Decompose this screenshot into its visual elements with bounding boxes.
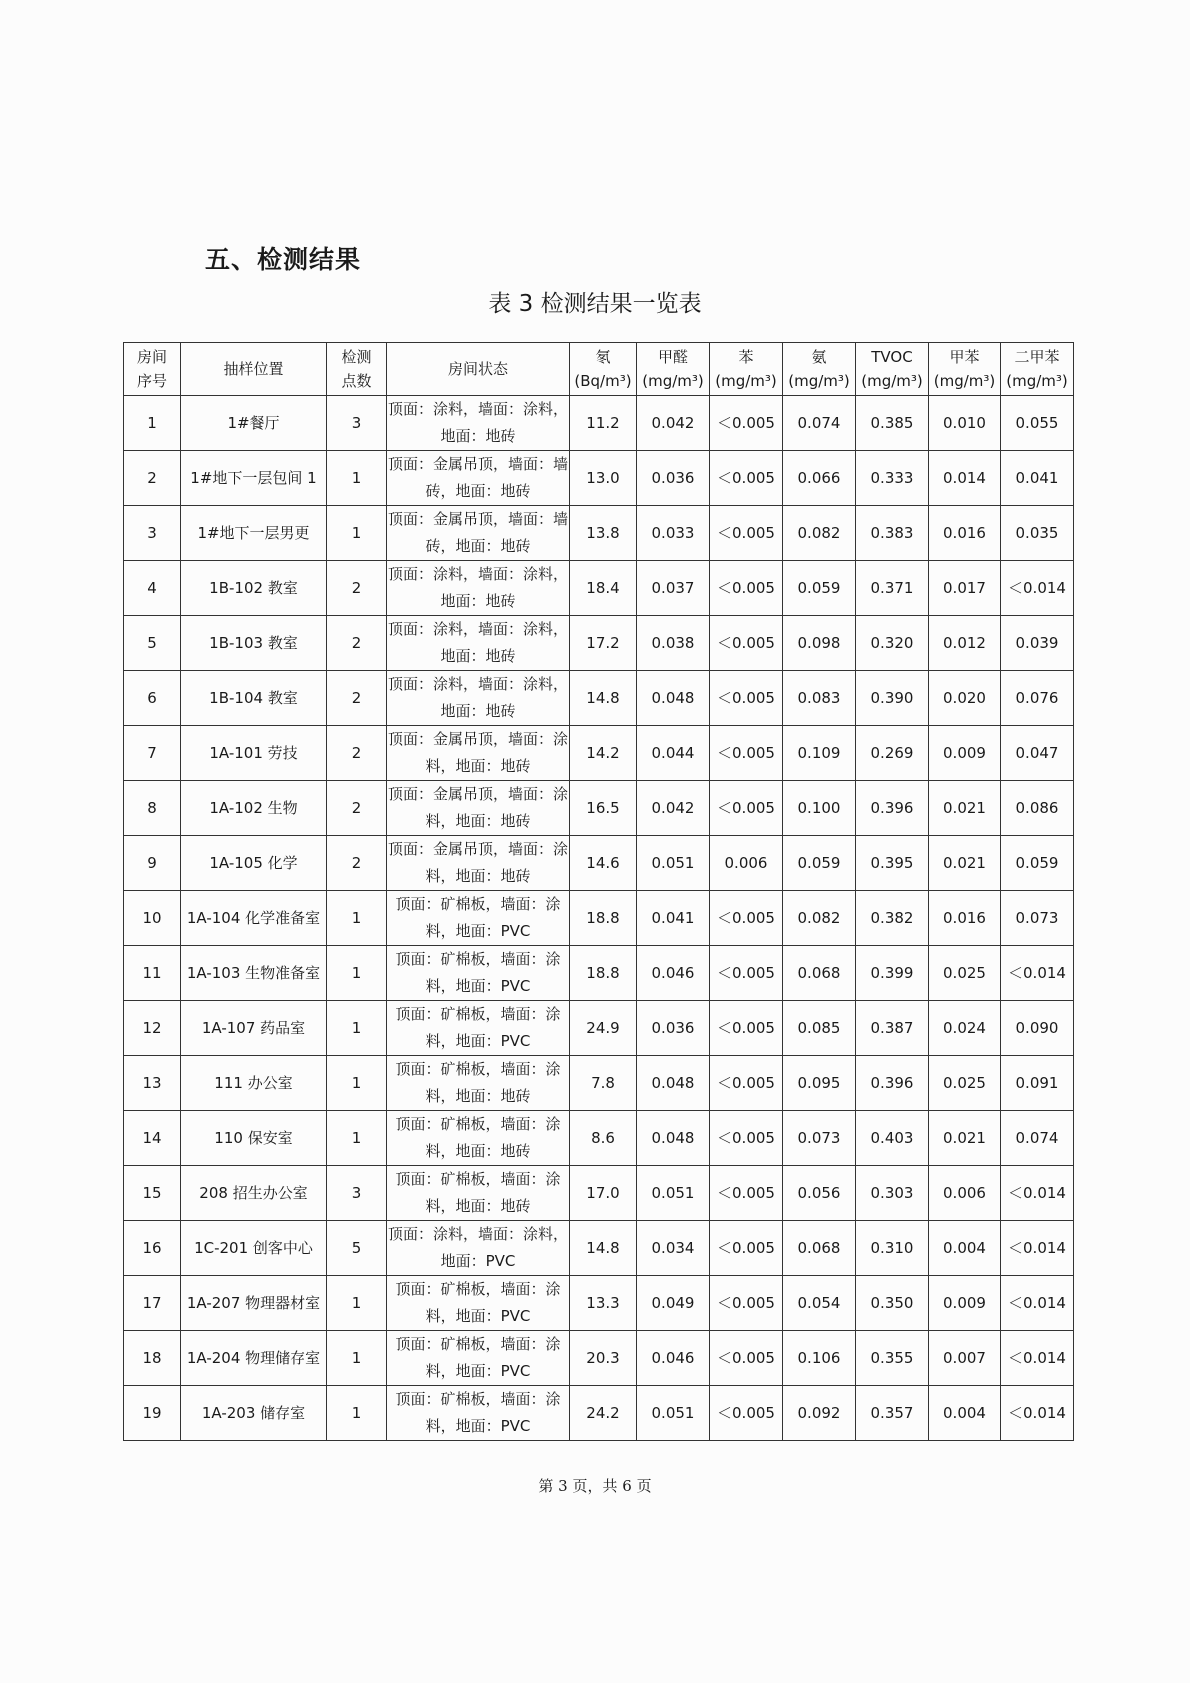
cell-sampling-location: 1B-102 教室 bbox=[181, 561, 327, 616]
cell-xylene: ＜0.014 bbox=[1001, 561, 1074, 616]
cell-tvoc: 0.382 bbox=[856, 891, 929, 946]
cell-toluene: 0.021 bbox=[929, 1111, 1001, 1166]
cell-toluene: 0.024 bbox=[929, 1001, 1001, 1056]
cell-room-state: 顶面：矿棉板，墙面：涂料，地面：PVC bbox=[387, 1276, 570, 1331]
cell-radon: 13.0 bbox=[570, 451, 637, 506]
cell-tvoc: 0.383 bbox=[856, 506, 929, 561]
cell-room-state: 顶面：金属吊顶，墙面：墙砖，地面：地砖 bbox=[387, 451, 570, 506]
cell-ammonia: 0.068 bbox=[783, 946, 856, 1001]
cell-benzene: ＜0.005 bbox=[710, 1111, 783, 1166]
cell-ammonia: 0.059 bbox=[783, 836, 856, 891]
cell-toluene: 0.010 bbox=[929, 396, 1001, 451]
cell-benzene: ＜0.005 bbox=[710, 451, 783, 506]
cell-room-no: 7 bbox=[124, 726, 181, 781]
cell-room-no: 12 bbox=[124, 1001, 181, 1056]
cell-tvoc: 0.303 bbox=[856, 1166, 929, 1221]
cell-radon: 20.3 bbox=[570, 1331, 637, 1386]
table-row bbox=[124, 451, 1074, 506]
cell-formaldehyde: 0.046 bbox=[637, 1331, 710, 1386]
cell-formaldehyde: 0.051 bbox=[637, 1386, 710, 1441]
cell-radon: 17.0 bbox=[570, 1166, 637, 1221]
cell-xylene: ＜0.014 bbox=[1001, 1166, 1074, 1221]
cell-toluene: 0.025 bbox=[929, 1056, 1001, 1111]
table-row bbox=[124, 1276, 1074, 1331]
cell-radon: 16.5 bbox=[570, 781, 637, 836]
cell-point-count: 1 bbox=[327, 1111, 387, 1166]
header-label: 二甲苯 bbox=[1014, 348, 1060, 366]
cell-benzene: ＜0.005 bbox=[710, 781, 783, 836]
cell-formaldehyde: 0.042 bbox=[637, 781, 710, 836]
cell-tvoc: 0.310 bbox=[856, 1221, 929, 1276]
cell-sampling-location: 1#地下一层包间 1 bbox=[181, 451, 327, 506]
cell-sampling-location: 1#餐厅 bbox=[181, 396, 327, 451]
cell-xylene: ＜0.014 bbox=[1001, 1276, 1074, 1331]
header-col-room-state bbox=[387, 343, 570, 396]
cell-xylene: 0.055 bbox=[1001, 396, 1074, 451]
cell-tvoc: 0.269 bbox=[856, 726, 929, 781]
table-row bbox=[124, 1111, 1074, 1166]
cell-formaldehyde: 0.046 bbox=[637, 946, 710, 1001]
table-row bbox=[124, 891, 1074, 946]
cell-formaldehyde: 0.048 bbox=[637, 1111, 710, 1166]
cell-room-state: 顶面：矿棉板，墙面：涂料，地面：PVC bbox=[387, 1331, 570, 1386]
cell-benzene: ＜0.005 bbox=[710, 1166, 783, 1221]
cell-radon: 14.6 bbox=[570, 836, 637, 891]
cell-formaldehyde: 0.038 bbox=[637, 616, 710, 671]
cell-xylene: ＜0.014 bbox=[1001, 1386, 1074, 1441]
page-footer: 第 3 页，共 6 页 bbox=[538, 1477, 652, 1495]
cell-point-count: 3 bbox=[327, 1166, 387, 1221]
cell-formaldehyde: 0.042 bbox=[637, 396, 710, 451]
cell-ammonia: 0.066 bbox=[783, 451, 856, 506]
cell-sampling-location: 1A-105 化学 bbox=[181, 836, 327, 891]
cell-room-state: 顶面：矿棉板，墙面：涂料，地面：PVC bbox=[387, 1001, 570, 1056]
cell-xylene: 0.076 bbox=[1001, 671, 1074, 726]
cell-radon: 14.8 bbox=[570, 671, 637, 726]
cell-toluene: 0.017 bbox=[929, 561, 1001, 616]
header-label: 抽样位置 bbox=[223, 360, 284, 378]
cell-benzene: ＜0.005 bbox=[710, 1001, 783, 1056]
cell-toluene: 0.012 bbox=[929, 616, 1001, 671]
cell-radon: 24.9 bbox=[570, 1001, 637, 1056]
cell-room-no: 14 bbox=[124, 1111, 181, 1166]
table-row bbox=[124, 1001, 1074, 1056]
cell-room-no: 6 bbox=[124, 671, 181, 726]
cell-point-count: 2 bbox=[327, 781, 387, 836]
cell-formaldehyde: 0.037 bbox=[637, 561, 710, 616]
header-col-benzene bbox=[710, 343, 783, 396]
table-row bbox=[124, 506, 1074, 561]
table-row bbox=[124, 1386, 1074, 1441]
table-row bbox=[124, 726, 1074, 781]
table-row bbox=[124, 1331, 1074, 1386]
header-unit: (Bq/m³) bbox=[574, 372, 632, 390]
cell-formaldehyde: 0.044 bbox=[637, 726, 710, 781]
cell-room-state: 顶面：金属吊顶，墙面：涂料，地面：地砖 bbox=[387, 726, 570, 781]
cell-benzene: ＜0.005 bbox=[710, 1276, 783, 1331]
header-label: TVOC bbox=[871, 348, 913, 366]
header-col-ammonia bbox=[783, 343, 856, 396]
cell-tvoc: 0.395 bbox=[856, 836, 929, 891]
cell-benzene: ＜0.005 bbox=[710, 396, 783, 451]
cell-point-count: 1 bbox=[327, 506, 387, 561]
cell-room-no: 18 bbox=[124, 1331, 181, 1386]
cell-room-no: 19 bbox=[124, 1386, 181, 1441]
header-col-sampling-location bbox=[181, 343, 327, 396]
cell-sampling-location: 1A-102 生物 bbox=[181, 781, 327, 836]
cell-radon: 14.8 bbox=[570, 1221, 637, 1276]
header-unit: (mg/m³) bbox=[788, 372, 850, 390]
cell-xylene: 0.035 bbox=[1001, 506, 1074, 561]
header-col-room-no bbox=[124, 343, 181, 396]
cell-benzene: ＜0.005 bbox=[710, 726, 783, 781]
cell-benzene: ＜0.005 bbox=[710, 946, 783, 1001]
cell-xylene: 0.091 bbox=[1001, 1056, 1074, 1111]
table-row bbox=[124, 836, 1074, 891]
header-col-toluene bbox=[929, 343, 1001, 396]
cell-toluene: 0.009 bbox=[929, 1276, 1001, 1331]
cell-toluene: 0.021 bbox=[929, 781, 1001, 836]
cell-room-no: 2 bbox=[124, 451, 181, 506]
cell-tvoc: 0.387 bbox=[856, 1001, 929, 1056]
cell-ammonia: 0.085 bbox=[783, 1001, 856, 1056]
table-row bbox=[124, 1056, 1074, 1111]
header-label: 氡 bbox=[595, 348, 611, 366]
cell-room-no: 5 bbox=[124, 616, 181, 671]
cell-point-count: 5 bbox=[327, 1221, 387, 1276]
cell-ammonia: 0.074 bbox=[783, 396, 856, 451]
cell-ammonia: 0.082 bbox=[783, 891, 856, 946]
header-unit: 点数 bbox=[341, 372, 372, 390]
cell-point-count: 2 bbox=[327, 726, 387, 781]
cell-formaldehyde: 0.048 bbox=[637, 671, 710, 726]
cell-radon: 7.8 bbox=[570, 1056, 637, 1111]
cell-tvoc: 0.403 bbox=[856, 1111, 929, 1166]
cell-xylene: ＜0.014 bbox=[1001, 1331, 1074, 1386]
cell-room-state: 顶面：矿棉板，墙面：涂料，地面：地砖 bbox=[387, 1166, 570, 1221]
cell-tvoc: 0.357 bbox=[856, 1386, 929, 1441]
cell-room-no: 4 bbox=[124, 561, 181, 616]
cell-point-count: 1 bbox=[327, 1056, 387, 1111]
cell-radon: 14.2 bbox=[570, 726, 637, 781]
table-body bbox=[124, 396, 1074, 1441]
cell-radon: 24.2 bbox=[570, 1386, 637, 1441]
cell-sampling-location: 208 招生办公室 bbox=[181, 1166, 327, 1221]
cell-toluene: 0.016 bbox=[929, 891, 1001, 946]
table-row bbox=[124, 616, 1074, 671]
cell-point-count: 1 bbox=[327, 946, 387, 1001]
cell-ammonia: 0.100 bbox=[783, 781, 856, 836]
header-label: 房间 bbox=[136, 348, 167, 366]
cell-radon: 18.8 bbox=[570, 946, 637, 1001]
cell-point-count: 1 bbox=[327, 1001, 387, 1056]
cell-point-count: 2 bbox=[327, 671, 387, 726]
cell-benzene: ＜0.005 bbox=[710, 1221, 783, 1276]
header-col-radon bbox=[570, 343, 637, 396]
cell-room-state: 顶面：矿棉板，墙面：涂料，地面：PVC bbox=[387, 891, 570, 946]
cell-ammonia: 0.095 bbox=[783, 1056, 856, 1111]
table-row bbox=[124, 1166, 1074, 1221]
cell-room-state: 顶面：金属吊顶，墙面：涂料，地面：地砖 bbox=[387, 781, 570, 836]
cell-room-state: 顶面：涂料，墙面：涂料，地面：地砖 bbox=[387, 396, 570, 451]
cell-room-state: 顶面：矿棉板，墙面：涂料，地面：地砖 bbox=[387, 1056, 570, 1111]
cell-xylene: 0.074 bbox=[1001, 1111, 1074, 1166]
cell-room-no: 10 bbox=[124, 891, 181, 946]
cell-xylene: 0.090 bbox=[1001, 1001, 1074, 1056]
cell-point-count: 3 bbox=[327, 396, 387, 451]
cell-sampling-location: 111 办公室 bbox=[181, 1056, 327, 1111]
cell-room-state: 顶面：涂料，墙面：涂料，地面：地砖 bbox=[387, 671, 570, 726]
cell-room-no: 8 bbox=[124, 781, 181, 836]
cell-room-state: 顶面：矿棉板，墙面：涂料，地面：地砖 bbox=[387, 1111, 570, 1166]
cell-toluene: 0.020 bbox=[929, 671, 1001, 726]
cell-ammonia: 0.083 bbox=[783, 671, 856, 726]
cell-benzene: ＜0.005 bbox=[710, 616, 783, 671]
cell-tvoc: 0.371 bbox=[856, 561, 929, 616]
cell-formaldehyde: 0.034 bbox=[637, 1221, 710, 1276]
table-header-row bbox=[124, 343, 1074, 396]
cell-radon: 11.2 bbox=[570, 396, 637, 451]
cell-ammonia: 0.056 bbox=[783, 1166, 856, 1221]
cell-formaldehyde: 0.051 bbox=[637, 1166, 710, 1221]
cell-tvoc: 0.333 bbox=[856, 451, 929, 506]
cell-ammonia: 0.092 bbox=[783, 1386, 856, 1441]
table-row bbox=[124, 561, 1074, 616]
cell-benzene: 0.006 bbox=[710, 836, 783, 891]
cell-xylene: 0.059 bbox=[1001, 836, 1074, 891]
cell-formaldehyde: 0.036 bbox=[637, 451, 710, 506]
cell-toluene: 0.021 bbox=[929, 836, 1001, 891]
cell-ammonia: 0.109 bbox=[783, 726, 856, 781]
cell-ammonia: 0.082 bbox=[783, 506, 856, 561]
cell-sampling-location: 1B-103 教室 bbox=[181, 616, 327, 671]
cell-ammonia: 0.106 bbox=[783, 1331, 856, 1386]
cell-xylene: ＜0.014 bbox=[1001, 946, 1074, 1001]
cell-point-count: 1 bbox=[327, 1331, 387, 1386]
cell-room-no: 17 bbox=[124, 1276, 181, 1331]
cell-benzene: ＜0.005 bbox=[710, 1056, 783, 1111]
cell-sampling-location: 1A-104 化学准备室 bbox=[181, 891, 327, 946]
cell-xylene: 0.047 bbox=[1001, 726, 1074, 781]
cell-room-no: 9 bbox=[124, 836, 181, 891]
table-row bbox=[124, 396, 1074, 451]
cell-tvoc: 0.385 bbox=[856, 396, 929, 451]
header-unit: (mg/m³) bbox=[642, 372, 704, 390]
cell-sampling-location: 1B-104 教室 bbox=[181, 671, 327, 726]
cell-sampling-location: 1A-203 储存室 bbox=[181, 1386, 327, 1441]
cell-radon: 13.3 bbox=[570, 1276, 637, 1331]
table-row bbox=[124, 1221, 1074, 1276]
cell-benzene: ＜0.005 bbox=[710, 671, 783, 726]
cell-room-no: 1 bbox=[124, 396, 181, 451]
header-unit: (mg/m³) bbox=[715, 372, 777, 390]
cell-room-no: 15 bbox=[124, 1166, 181, 1221]
cell-point-count: 1 bbox=[327, 1386, 387, 1441]
cell-ammonia: 0.054 bbox=[783, 1276, 856, 1331]
cell-room-state: 顶面：矿棉板，墙面：涂料，地面：PVC bbox=[387, 1386, 570, 1441]
header-col-formaldehyde bbox=[637, 343, 710, 396]
cell-benzene: ＜0.005 bbox=[710, 1386, 783, 1441]
cell-radon: 13.8 bbox=[570, 506, 637, 561]
cell-tvoc: 0.390 bbox=[856, 671, 929, 726]
cell-sampling-location: 1A-207 物理器材室 bbox=[181, 1276, 327, 1331]
cell-room-no: 11 bbox=[124, 946, 181, 1001]
cell-sampling-location: 1A-204 物理储存室 bbox=[181, 1331, 327, 1386]
cell-benzene: ＜0.005 bbox=[710, 506, 783, 561]
cell-tvoc: 0.399 bbox=[856, 946, 929, 1001]
cell-ammonia: 0.068 bbox=[783, 1221, 856, 1276]
table-caption: 表 3 检测结果一览表 bbox=[488, 291, 702, 317]
cell-radon: 18.8 bbox=[570, 891, 637, 946]
header-col-tvoc bbox=[856, 343, 929, 396]
cell-ammonia: 0.098 bbox=[783, 616, 856, 671]
cell-formaldehyde: 0.049 bbox=[637, 1276, 710, 1331]
cell-sampling-location: 1A-103 生物准备室 bbox=[181, 946, 327, 1001]
cell-toluene: 0.009 bbox=[929, 726, 1001, 781]
header-label: 房间状态 bbox=[447, 360, 508, 378]
cell-tvoc: 0.355 bbox=[856, 1331, 929, 1386]
cell-sampling-location: 1C-201 创客中心 bbox=[181, 1221, 327, 1276]
cell-benzene: ＜0.005 bbox=[710, 1331, 783, 1386]
cell-room-state: 顶面：金属吊顶，墙面：墙砖，地面：地砖 bbox=[387, 506, 570, 561]
table-row bbox=[124, 671, 1074, 726]
cell-xylene: 0.073 bbox=[1001, 891, 1074, 946]
cell-sampling-location: 110 保安室 bbox=[181, 1111, 327, 1166]
cell-formaldehyde: 0.033 bbox=[637, 506, 710, 561]
cell-formaldehyde: 0.051 bbox=[637, 836, 710, 891]
cell-toluene: 0.016 bbox=[929, 506, 1001, 561]
cell-room-state: 顶面：涂料，墙面：涂料，地面：地砖 bbox=[387, 561, 570, 616]
cell-radon: 8.6 bbox=[570, 1111, 637, 1166]
section-heading: 五、检测结果 bbox=[205, 245, 362, 274]
cell-room-no: 3 bbox=[124, 506, 181, 561]
cell-tvoc: 0.350 bbox=[856, 1276, 929, 1331]
cell-radon: 17.2 bbox=[570, 616, 637, 671]
header-label: 苯 bbox=[738, 348, 754, 366]
cell-ammonia: 0.073 bbox=[783, 1111, 856, 1166]
cell-toluene: 0.006 bbox=[929, 1166, 1001, 1221]
cell-point-count: 2 bbox=[327, 561, 387, 616]
cell-toluene: 0.007 bbox=[929, 1331, 1001, 1386]
cell-tvoc: 0.396 bbox=[856, 781, 929, 836]
header-unit: (mg/m³) bbox=[1006, 372, 1068, 390]
cell-radon: 18.4 bbox=[570, 561, 637, 616]
results-table bbox=[123, 342, 1074, 1441]
cell-room-state: 顶面：矿棉板，墙面：涂料，地面：PVC bbox=[387, 946, 570, 1001]
header-unit: 序号 bbox=[136, 372, 167, 390]
cell-xylene: 0.039 bbox=[1001, 616, 1074, 671]
cell-formaldehyde: 0.036 bbox=[637, 1001, 710, 1056]
cell-point-count: 1 bbox=[327, 451, 387, 506]
cell-xylene: 0.041 bbox=[1001, 451, 1074, 506]
cell-ammonia: 0.059 bbox=[783, 561, 856, 616]
cell-toluene: 0.025 bbox=[929, 946, 1001, 1001]
cell-benzene: ＜0.005 bbox=[710, 891, 783, 946]
cell-room-state: 顶面：涂料，墙面：涂料，地面：PVC bbox=[387, 1221, 570, 1276]
cell-tvoc: 0.320 bbox=[856, 616, 929, 671]
cell-tvoc: 0.396 bbox=[856, 1056, 929, 1111]
cell-sampling-location: 1A-107 药品室 bbox=[181, 1001, 327, 1056]
header-label: 甲醛 bbox=[657, 348, 688, 366]
cell-benzene: ＜0.005 bbox=[710, 561, 783, 616]
cell-room-state: 顶面：涂料，墙面：涂料，地面：地砖 bbox=[387, 616, 570, 671]
header-unit: (mg/m³) bbox=[933, 372, 996, 390]
cell-point-count: 2 bbox=[327, 836, 387, 891]
header-label: 氨 bbox=[811, 348, 827, 366]
cell-xylene: 0.086 bbox=[1001, 781, 1074, 836]
cell-formaldehyde: 0.048 bbox=[637, 1056, 710, 1111]
cell-point-count: 1 bbox=[327, 1276, 387, 1331]
cell-sampling-location: 1#地下一层男更 bbox=[181, 506, 327, 561]
cell-room-no: 16 bbox=[124, 1221, 181, 1276]
table-row bbox=[124, 781, 1074, 836]
header-label: 检测 bbox=[341, 348, 372, 366]
cell-toluene: 0.004 bbox=[929, 1221, 1001, 1276]
table-row bbox=[124, 946, 1074, 1001]
header-col-xylene bbox=[1001, 343, 1074, 396]
header-unit: (mg/m³) bbox=[861, 372, 923, 390]
header-label: 甲苯 bbox=[949, 348, 980, 366]
cell-xylene: ＜0.014 bbox=[1001, 1221, 1074, 1276]
cell-sampling-location: 1A-101 劳技 bbox=[181, 726, 327, 781]
cell-room-state: 顶面：金属吊顶，墙面：涂料，地面：地砖 bbox=[387, 836, 570, 891]
cell-point-count: 1 bbox=[327, 891, 387, 946]
cell-toluene: 0.014 bbox=[929, 451, 1001, 506]
cell-point-count: 2 bbox=[327, 616, 387, 671]
cell-room-no: 13 bbox=[124, 1056, 181, 1111]
cell-formaldehyde: 0.041 bbox=[637, 891, 710, 946]
cell-toluene: 0.004 bbox=[929, 1386, 1001, 1441]
header-col-point-count bbox=[327, 343, 387, 396]
